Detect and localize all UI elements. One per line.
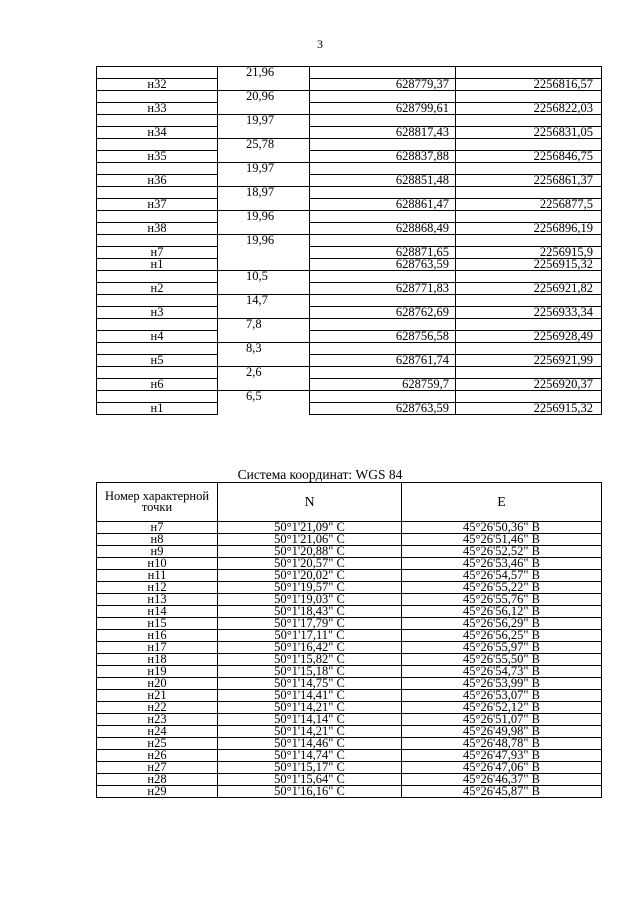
point-name: н33 — [97, 103, 218, 115]
coord-y: 2256920,37 — [456, 379, 602, 391]
point-number: н20 — [97, 678, 218, 690]
point-name: н34 — [97, 127, 218, 139]
point-name: н2 — [97, 283, 218, 295]
coord-x: 628799,61 — [310, 103, 456, 115]
latitude-n: 50°1'20,02" С — [218, 570, 402, 582]
coord-x: 628871,65 — [310, 247, 456, 259]
longitude-e: 45°26'47,06" В — [402, 762, 602, 774]
point-name: н6 — [97, 379, 218, 391]
latitude-n: 50°1'15,18" С — [218, 666, 402, 678]
point-row — [97, 307, 602, 319]
latitude-n: 50°1'15,64" С — [218, 774, 402, 786]
distance-row — [97, 91, 602, 103]
coord-x: 628763,59 — [310, 403, 456, 415]
distance-row — [97, 391, 602, 403]
point-number: н19 — [97, 666, 218, 678]
distance-cell-empty — [218, 355, 310, 367]
point-number: н8 — [97, 534, 218, 546]
latitude-n: 50°1'14,41" С — [218, 690, 402, 702]
point-number: н16 — [97, 630, 218, 642]
point-row — [97, 247, 602, 259]
coordinates-table-msk — [96, 66, 602, 415]
latitude-n: 50°1'17,11" С — [218, 630, 402, 642]
coord-x: 628762,69 — [310, 307, 456, 319]
longitude-e: 45°26'52,12" В — [402, 702, 602, 714]
point-number: н13 — [97, 594, 218, 606]
distance-row — [97, 271, 602, 283]
coord-x: 628861,47 — [310, 199, 456, 211]
distance-value: 18,97 — [218, 187, 310, 199]
point-number: н27 — [97, 762, 218, 774]
distance-cell-empty — [218, 247, 310, 259]
latitude-n: 50°1'19,03" С — [218, 594, 402, 606]
coord-x: 628756,58 — [310, 331, 456, 343]
distance-cell-empty — [218, 403, 310, 415]
coord-x: 628771,83 — [310, 283, 456, 295]
distance-row — [97, 367, 602, 379]
coord-y: 2256928,49 — [456, 331, 602, 343]
distance-row — [97, 163, 602, 175]
coord-y: 2256915,9 — [456, 247, 602, 259]
header-point-number: Номер характерной точки — [97, 483, 218, 522]
point-row — [97, 403, 602, 415]
longitude-e: 45°26'54,73" В — [402, 666, 602, 678]
distance-cell-empty — [218, 307, 310, 319]
coord-x: 628761,74 — [310, 355, 456, 367]
point-number: н7 — [97, 522, 218, 534]
point-number: н28 — [97, 774, 218, 786]
point-name: н1 — [97, 403, 218, 415]
point-name: н38 — [97, 223, 218, 235]
point-row — [97, 103, 602, 115]
header-n: N — [218, 483, 402, 522]
coord-x: 628868,49 — [310, 223, 456, 235]
coord-x: 628763,59 — [310, 259, 456, 271]
point-name: н37 — [97, 199, 218, 211]
longitude-e: 45°26'52,52" В — [402, 546, 602, 558]
distance-value: 19,97 — [218, 115, 310, 127]
point-number: н26 — [97, 750, 218, 762]
coord-y: 2256877,5 — [456, 199, 602, 211]
coord-y: 2256921,82 — [456, 283, 602, 295]
point-number: н17 — [97, 642, 218, 654]
header-e: E — [402, 483, 602, 522]
latitude-n: 50°1'19,57" С — [218, 582, 402, 594]
point-row — [97, 259, 602, 271]
latitude-n: 50°1'21,09" С — [218, 522, 402, 534]
coord-x: 628779,37 — [310, 79, 456, 91]
point-number: н11 — [97, 570, 218, 582]
latitude-n: 50°1'20,88" С — [218, 546, 402, 558]
longitude-e: 45°26'53,46" В — [402, 558, 602, 570]
point-row — [97, 151, 602, 163]
distance-cell-empty — [218, 331, 310, 343]
coord-y: 2256822,03 — [456, 103, 602, 115]
distance-value: 21,96 — [218, 67, 310, 79]
distance-row — [97, 319, 602, 331]
latitude-n: 50°1'14,46" С — [218, 738, 402, 750]
point-row — [97, 199, 602, 211]
distance-value: 10,5 — [218, 271, 310, 283]
distance-value: 14,7 — [218, 295, 310, 307]
coord-y: 2256933,34 — [456, 307, 602, 319]
longitude-e: 45°26'56,29" В — [402, 618, 602, 630]
point-row — [97, 175, 602, 187]
distance-value: 6,5 — [218, 391, 310, 403]
longitude-e: 45°26'53,99" В — [402, 678, 602, 690]
distance-row — [97, 343, 602, 355]
coordinates-table-wgs84 — [96, 482, 602, 798]
coord-y: 2256915,32 — [456, 403, 602, 415]
point-number: н18 — [97, 654, 218, 666]
distance-value: 19,96 — [218, 211, 310, 223]
coord-x: 628759,7 — [310, 379, 456, 391]
point-number: н22 — [97, 702, 218, 714]
longitude-e: 45°26'56,25" В — [402, 630, 602, 642]
coord-x: 628851,48 — [310, 175, 456, 187]
distance-row — [97, 115, 602, 127]
distance-value: 7,8 — [218, 319, 310, 331]
coord-y: 2256846,75 — [456, 151, 602, 163]
coord-y: 2256921,99 — [456, 355, 602, 367]
coord-x: 628837,88 — [310, 151, 456, 163]
distance-value: 2,6 — [218, 367, 310, 379]
coord-x: 628817,43 — [310, 127, 456, 139]
coord-y: 2256816,57 — [456, 79, 602, 91]
longitude-e: 45°26'49,98" В — [402, 726, 602, 738]
point-number: н24 — [97, 726, 218, 738]
distance-value: 25,78 — [218, 139, 310, 151]
point-row — [97, 379, 602, 391]
point-name: н7 — [97, 247, 218, 259]
latitude-n: 50°1'15,82" С — [218, 654, 402, 666]
distance-value: 19,96 — [218, 235, 310, 247]
point-name: н35 — [97, 151, 218, 163]
coordinate-system-caption: Система координат: WGS 84 — [237, 467, 403, 482]
distance-row — [97, 235, 602, 247]
longitude-e: 45°26'54,57" В — [402, 570, 602, 582]
latitude-n: 50°1'18,43" С — [218, 606, 402, 618]
point-name: н4 — [97, 331, 218, 343]
latitude-n: 50°1'21,06" С — [218, 534, 402, 546]
latitude-n: 50°1'14,14" С — [218, 714, 402, 726]
longitude-e: 45°26'55,50" В — [402, 654, 602, 666]
distance-row — [97, 139, 602, 151]
point-number: н25 — [97, 738, 218, 750]
distance-cell-empty — [218, 379, 310, 391]
longitude-e: 45°26'51,46" В — [402, 534, 602, 546]
point-number: н12 — [97, 582, 218, 594]
distance-value: 19,97 — [218, 163, 310, 175]
point-number: н10 — [97, 558, 218, 570]
point-row — [97, 283, 602, 295]
point-row — [97, 223, 602, 235]
point-row — [97, 127, 602, 139]
distance-row — [97, 187, 602, 199]
point-number: н21 — [97, 690, 218, 702]
table-row — [97, 786, 602, 798]
distance-value: 20,96 — [218, 91, 310, 103]
longitude-e: 45°26'47,93" В — [402, 750, 602, 762]
point-number: н9 — [97, 546, 218, 558]
longitude-e: 45°26'46,37" В — [402, 774, 602, 786]
coord-y: 2256896,19 — [456, 223, 602, 235]
longitude-e: 45°26'51,07" В — [402, 714, 602, 726]
distance-row — [97, 211, 602, 223]
point-row — [97, 79, 602, 91]
point-name: н1 — [97, 259, 218, 271]
coord-y: 2256915,32 — [456, 259, 602, 271]
point-number: н29 — [97, 786, 218, 798]
point-number: н14 — [97, 606, 218, 618]
longitude-e: 45°26'48,78" В — [402, 738, 602, 750]
distance-row — [97, 295, 602, 307]
latitude-n: 50°1'14,21" С — [218, 726, 402, 738]
distance-row — [97, 67, 602, 79]
point-name: н5 — [97, 355, 218, 367]
latitude-n: 50°1'20,57" С — [218, 558, 402, 570]
longitude-e: 45°26'50,36" В — [402, 522, 602, 534]
longitude-e: 45°26'55,97" В — [402, 642, 602, 654]
point-row — [97, 331, 602, 343]
coord-y: 2256861,37 — [456, 175, 602, 187]
point-name: н36 — [97, 175, 218, 187]
longitude-e: 45°26'55,22" В — [402, 582, 602, 594]
latitude-n: 50°1'15,17" С — [218, 762, 402, 774]
distance-value: 8,3 — [218, 343, 310, 355]
latitude-n: 50°1'17,79" С — [218, 618, 402, 630]
longitude-e: 45°26'53,07" В — [402, 690, 602, 702]
longitude-e: 45°26'56,12" В — [402, 606, 602, 618]
coord-y: 2256831,05 — [456, 127, 602, 139]
latitude-n: 50°1'16,16" С — [218, 786, 402, 798]
point-name: н3 — [97, 307, 218, 319]
latitude-n: 50°1'14,21" С — [218, 702, 402, 714]
longitude-e: 45°26'55,76" В — [402, 594, 602, 606]
page-number: 3 — [317, 37, 323, 51]
latitude-n: 50°1'16,42" С — [218, 642, 402, 654]
point-row — [97, 355, 602, 367]
point-number: н15 — [97, 618, 218, 630]
latitude-n: 50°1'14,74" С — [218, 750, 402, 762]
longitude-e: 45°26'45,87" В — [402, 786, 602, 798]
table-header-row — [97, 483, 602, 522]
latitude-n: 50°1'14,75" С — [218, 678, 402, 690]
point-number: н23 — [97, 714, 218, 726]
point-name: н32 — [97, 79, 218, 91]
